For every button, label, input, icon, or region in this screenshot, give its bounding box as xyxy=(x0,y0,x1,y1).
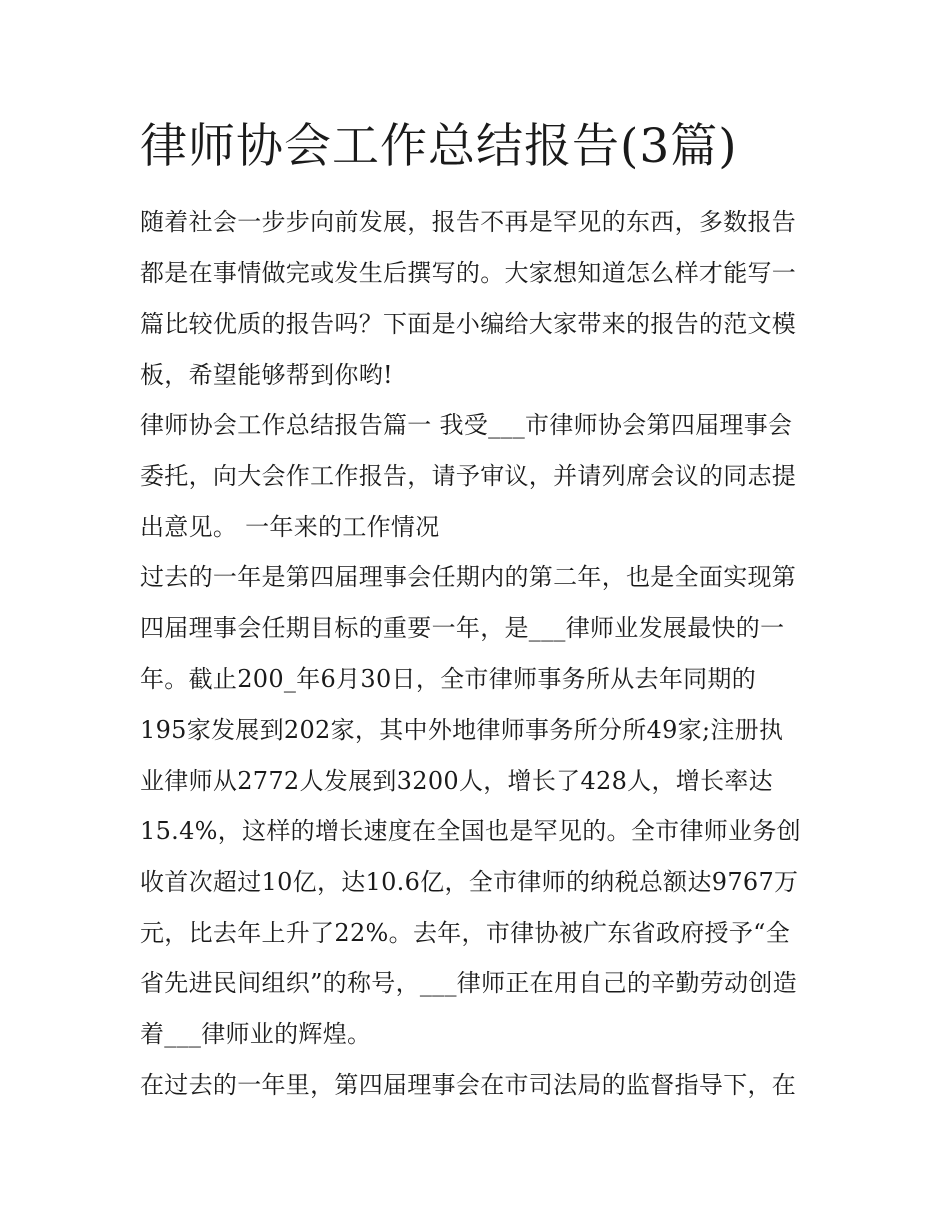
body-line-5: 律师协会工作总结报告篇一 我受___市律师协会第四届理事会 xyxy=(140,411,793,439)
body-line-17: 着___律师业的辉煌。 xyxy=(140,1020,372,1048)
body-line-18: 在过去的一年里，第四届理事会在市司法局的监督指导下，在 xyxy=(140,1071,797,1099)
body-line-10: 年。截止200_年6月30日，全市律师事务所从去年同期的 xyxy=(140,665,757,693)
body-line-1: 随着社会一步步向前发展，报告不再是罕见的东西，多数报告 xyxy=(140,208,797,236)
body-line-2: 都是在事情做完或发生后撰写的。大家想知道怎么样才能写一 xyxy=(140,259,797,287)
document-title: 律师协会工作总结报告(3篇) xyxy=(140,119,738,174)
body-line-9: 四届理事会任期目标的重要一年，是___律师业发展最快的一 xyxy=(140,614,785,642)
body-line-11: 195家发展到202家，其中外地律师事务所分所49家;注册执 xyxy=(140,716,784,744)
body-line-13: 15.4%，这样的增长速度在全国也是罕见的。全市律师业务创 xyxy=(140,817,801,845)
body-line-4: 板，希望能够帮到你哟! xyxy=(140,361,393,389)
body-line-7: 出意见。 一年来的工作情况 xyxy=(140,513,440,541)
body-line-16: 省先进民间组织”的称号，___律师正在用自己的辛勤劳动创造 xyxy=(140,969,797,997)
body-line-12: 业律师从2772人发展到3200人，增长了428人，增长率达 xyxy=(140,767,773,795)
body-line-6: 委托，向大会作工作报告，请予审议，并请列席会议的同志提 xyxy=(140,462,797,490)
body-line-8: 过去的一年是第四届理事会任期内的第二年，也是全面实现第 xyxy=(140,563,797,591)
body-line-3: 篇比较优质的报告吗？下面是小编给大家带来的报告的范文模 xyxy=(140,310,797,338)
body-line-15: 元，比去年上升了22%。去年，市律协被广东省政府授予“全 xyxy=(140,919,791,947)
body-line-14: 收首次超过10亿，达10.6亿，全市律师的纳税总额达9767万 xyxy=(140,868,799,896)
